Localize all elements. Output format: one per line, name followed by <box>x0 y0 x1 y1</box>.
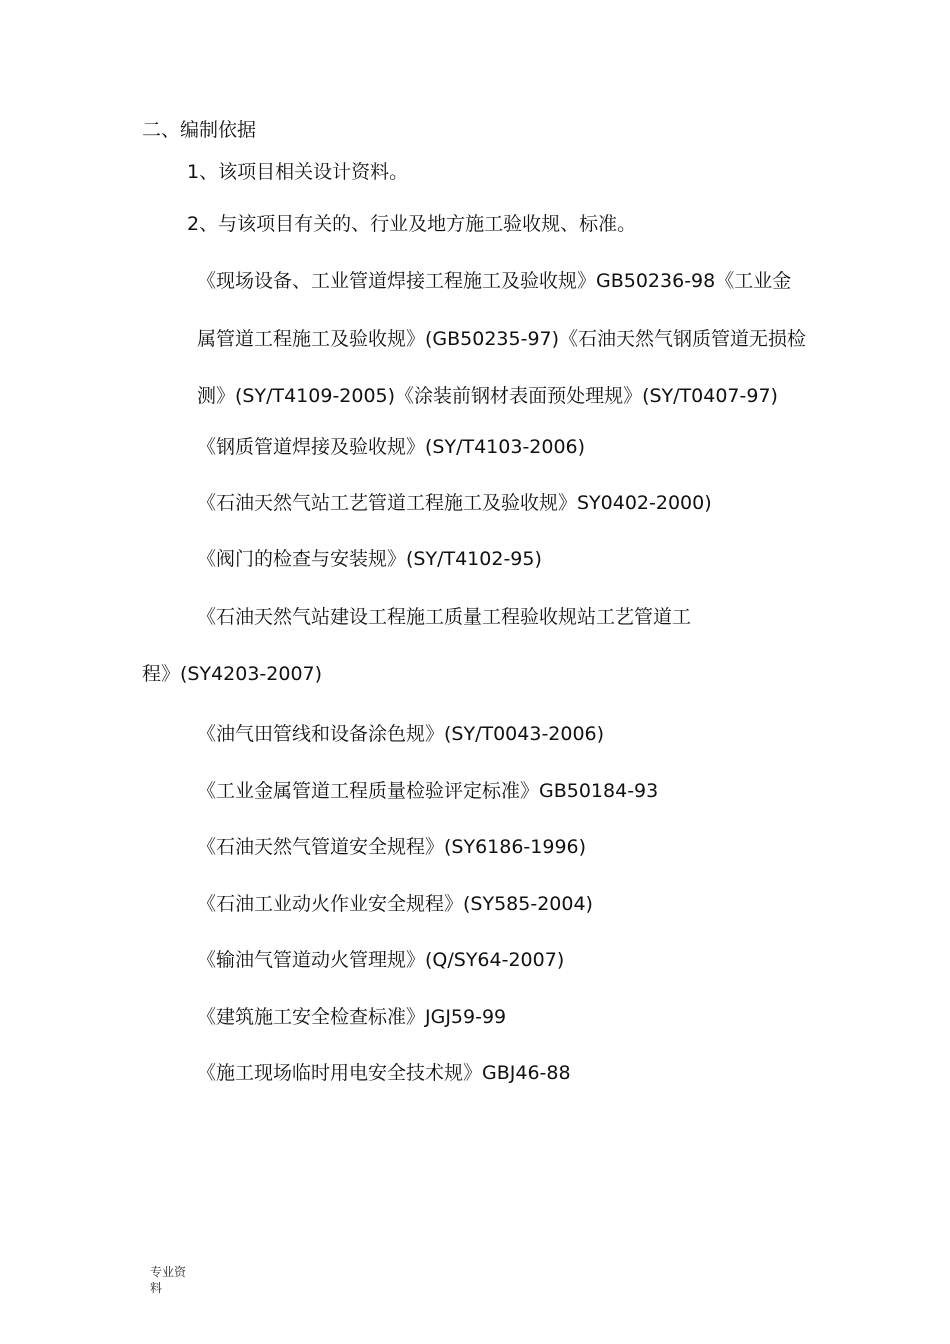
standard-line-4: 《钢质管道焊接及验收规》(SY/T4103-2006) <box>197 436 586 458</box>
standard-line-3: 测》(SY/T4109-2005)《涂装前钢材表面预处理规》(SY/T0407-97) <box>197 385 778 407</box>
standard-line-13: 《建筑施工安全检查标准》JGJ59-99 <box>197 1006 507 1028</box>
standard-line-7-continued: 程》(SY4203-2007) <box>142 663 323 685</box>
standard-line-12: 《输油气管道动火管理规》(Q/SY64-2007) <box>197 949 565 971</box>
standard-line-9: 《工业金属管道工程质量检验评定标准》GB50184-93 <box>197 780 659 802</box>
standard-line-1: 《现场设备、工业管道焊接工程施工及验收规》GB50236-98《工业金 <box>197 270 792 292</box>
standard-line-7: 《石油天然气站建设工程施工质量工程验收规站工艺管道工 <box>197 606 692 628</box>
standard-line-2: 属管道工程施工及验收规》(GB50235-97)《石油天然气钢质管道无损检 <box>197 328 807 350</box>
basis-item-1: 1、该项目相关设计资料。 <box>187 161 409 183</box>
standard-line-10: 《石油天然气管道安全规程》(SY6186-1996) <box>197 836 587 858</box>
standard-line-6: 《阀门的检查与安装规》(SY/T4102-95) <box>197 548 542 570</box>
section-heading: 二、编制依据 <box>142 119 257 141</box>
footer-line-1: 专业资 <box>150 1265 187 1279</box>
standard-line-11: 《石油工业动火作业安全规程》(SY585-2004) <box>197 893 593 915</box>
standard-line-14: 《施工现场临时用电安全技术规》GBJ46-88 <box>197 1062 571 1084</box>
basis-item-2: 2、与该项目有关的、行业及地方施工验收规、标准。 <box>187 213 637 235</box>
standard-line-5: 《石油天然气站工艺管道工程施工及验收规》SY0402-2000) <box>197 492 712 514</box>
standard-line-8: 《油气田管线和设备涂色规》(SY/T0043-2006) <box>197 723 605 745</box>
footer-line-2: 料 <box>150 1281 163 1295</box>
page-footer <box>150 1264 210 1296</box>
